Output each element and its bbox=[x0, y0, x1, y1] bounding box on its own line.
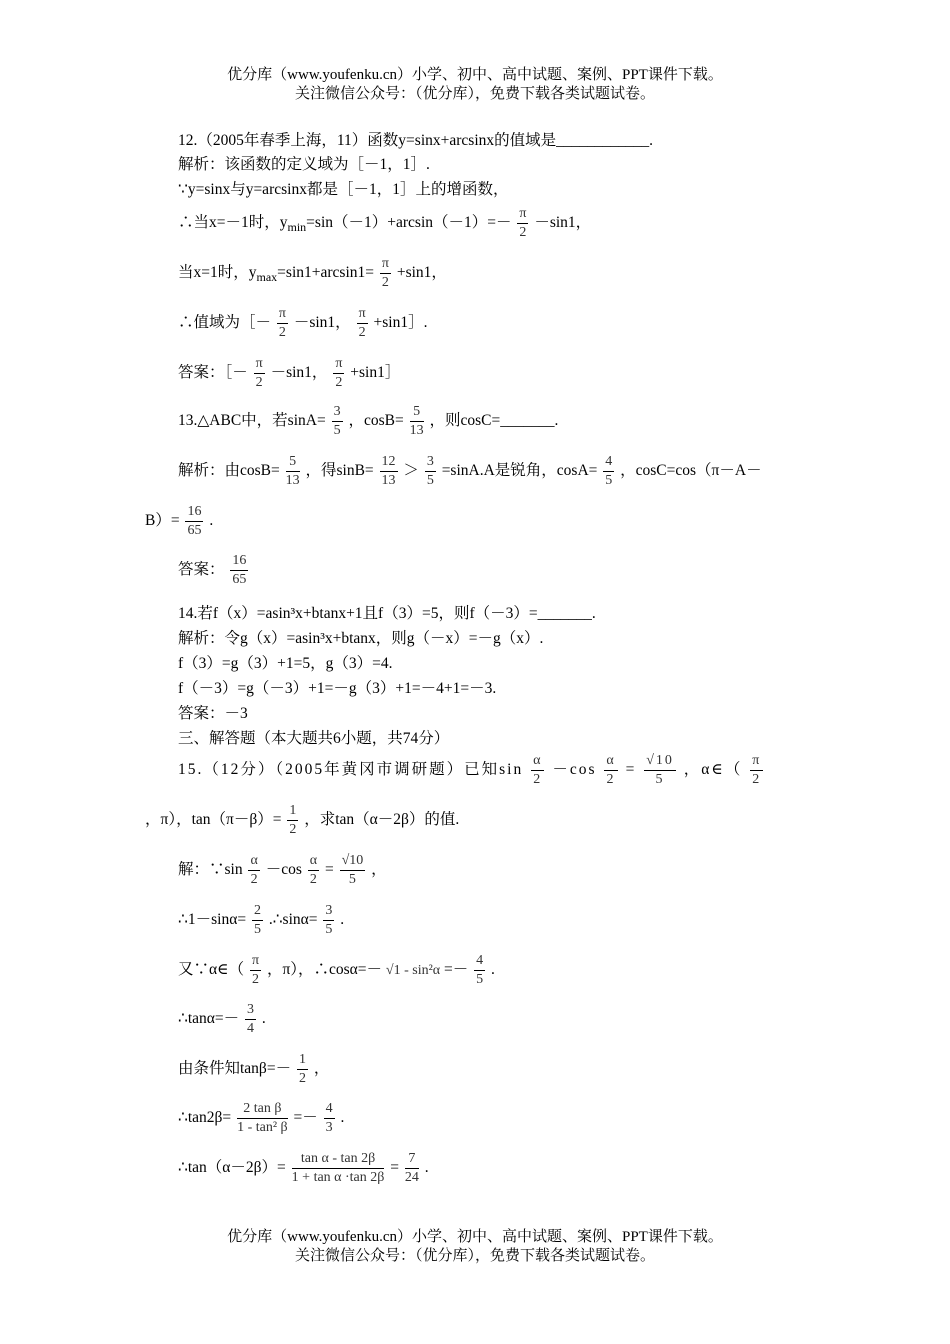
q14-answer: 答案：－3 bbox=[178, 705, 248, 722]
pi-over-2-fraction: $\frac{\pi}{2}$ bbox=[519, 206, 527, 240]
q15-step-2: ∴1－sinα= $\frac{2}{5}$ .∴sinα= $\frac{3}{5}$ . bbox=[178, 903, 345, 937]
page-footer bbox=[0, 1228, 950, 1266]
q12-line-1: 解析：该函数的定义域为［－1，1］. bbox=[178, 156, 430, 173]
header-line-2: 关注微信公众号：（优分库），免费下载各类试题试卷。 bbox=[294, 86, 655, 102]
q14-line-2: 解析：令g（x）=asin³x+btanx，则g（－x）=－g（x）. bbox=[178, 630, 544, 647]
q12-line-4: 当x=1时，$y_{max}=\sin 1+\arcsin 1=$ $\frac{\pi}{2}$ +sin1， bbox=[178, 256, 447, 290]
header-line-1: 优分库（www.youfenku.cn）小学、初中、高中试题、案例、PPT课件下载。 bbox=[227, 67, 723, 83]
footer-line-1: 优分库（www.youfenku.cn）小学、初中、高中试题、案例、PPT课件下载。 bbox=[227, 1229, 723, 1245]
q15-stem-2: ，π），tan（π－β）= $\frac{1}{2}$ ，求tan（α－2β）的值. bbox=[145, 803, 460, 837]
footer-line-2: 关注微信公众号：（优分库），免费下载各类试题试卷。 bbox=[294, 1248, 655, 1264]
q15-step-4: ∴tanα=－ $\frac{3}{4}$ . bbox=[178, 1002, 266, 1036]
q13-answer: 答案： $\frac{16}{65}$ bbox=[178, 553, 247, 587]
section-3-heading: 三、解答题（本大题共6小题，共74分） bbox=[178, 730, 450, 747]
q12-answer: 答案：［－ $\frac{\pi}{2}$ －sin1， $\frac{\pi}{2}$ +sin1］ bbox=[178, 356, 401, 390]
q15-step-7: ∴tan（α－2β）= $\frac{\text{tan α - tan 2β}}{\text{1 + tan α ·tan 2β}}$ = $\frac{7}{24}$ . bbox=[178, 1151, 429, 1185]
q15-step-5: 由条件知tanβ=－ $\frac{1}{2}$ ， bbox=[178, 1052, 330, 1086]
q12-stem: 12.（2005年春季上海，11）函数y=sinx+arcsinx的值域是____________. bbox=[178, 132, 654, 149]
q15-stem-1: 15.（12分）（2005年黄冈市调研题）已知sin $\frac{\alpha}{2}$ －cos $\frac{\alpha}{2}$ = $\frac{√10}{5}$ ，α∈（ $\frac{\pi}{2}$ bbox=[178, 753, 762, 787]
q15-step-6: ∴tan2β= $\frac{\text{2 tan β}}{\text{1 - tan² β}}$ =－ $\frac{4}{3}$ . bbox=[178, 1101, 345, 1135]
q15-step-3: 又∵α∈（ $\frac{\pi}{2}$ ，π），∴cosα=－ √1 - sin²α =－ $\frac{4}{5}$ . bbox=[178, 953, 495, 987]
q14-line-4: f（－3）=g（－3）+1=－g（3）+1=－4+1=－3. bbox=[178, 680, 497, 697]
q12-line-5: ∴值域为［－ $\frac{\pi}{2}$ －sin1， $\frac{\pi}{2}$ +sin1］. bbox=[178, 306, 428, 340]
page-header bbox=[0, 66, 950, 104]
q14-line-3: f（3）=g（3）+1=5，g（3）=4. bbox=[178, 655, 393, 672]
q12-line-3: ∴当x=－1时，$y_{min}=\sin(-1)+\arcsin(-1)=-$ $\frac{\pi}{2}$ －sin1， bbox=[178, 206, 592, 240]
q13-stem: 13.△ABC中，若sinA= $\frac{3}{5}$ ，cosB= $\frac{5}{13}$ ，则cosC=_______. bbox=[178, 404, 559, 438]
q13-solution-2: B）= $\frac{16}{65}$ . bbox=[145, 504, 214, 538]
q15-step-1: 解：∵sin $\frac{\alpha}{2}$ －cos $\frac{\alpha}{2}$ = $\frac{√10}{5}$ ， bbox=[178, 853, 387, 887]
q13-solution-1: 解析：由cosB= $\frac{5}{13}$ ，得sinB= $\frac{12}{13}$ ＞ $\frac{3}{5}$ =sinA.A是锐角，cosA= $\frac{4}{5}$ ，cosC=cos（π－A－ bbox=[178, 454, 762, 488]
q14-stem: 14.若f（x）=asin³x+btanx+1且f（3）=5，则f（－3）=_______. bbox=[178, 605, 596, 622]
q12-line-2: ∵y=sinx与y=arcsinx都是［－1，1］上的增函数， bbox=[178, 181, 509, 198]
